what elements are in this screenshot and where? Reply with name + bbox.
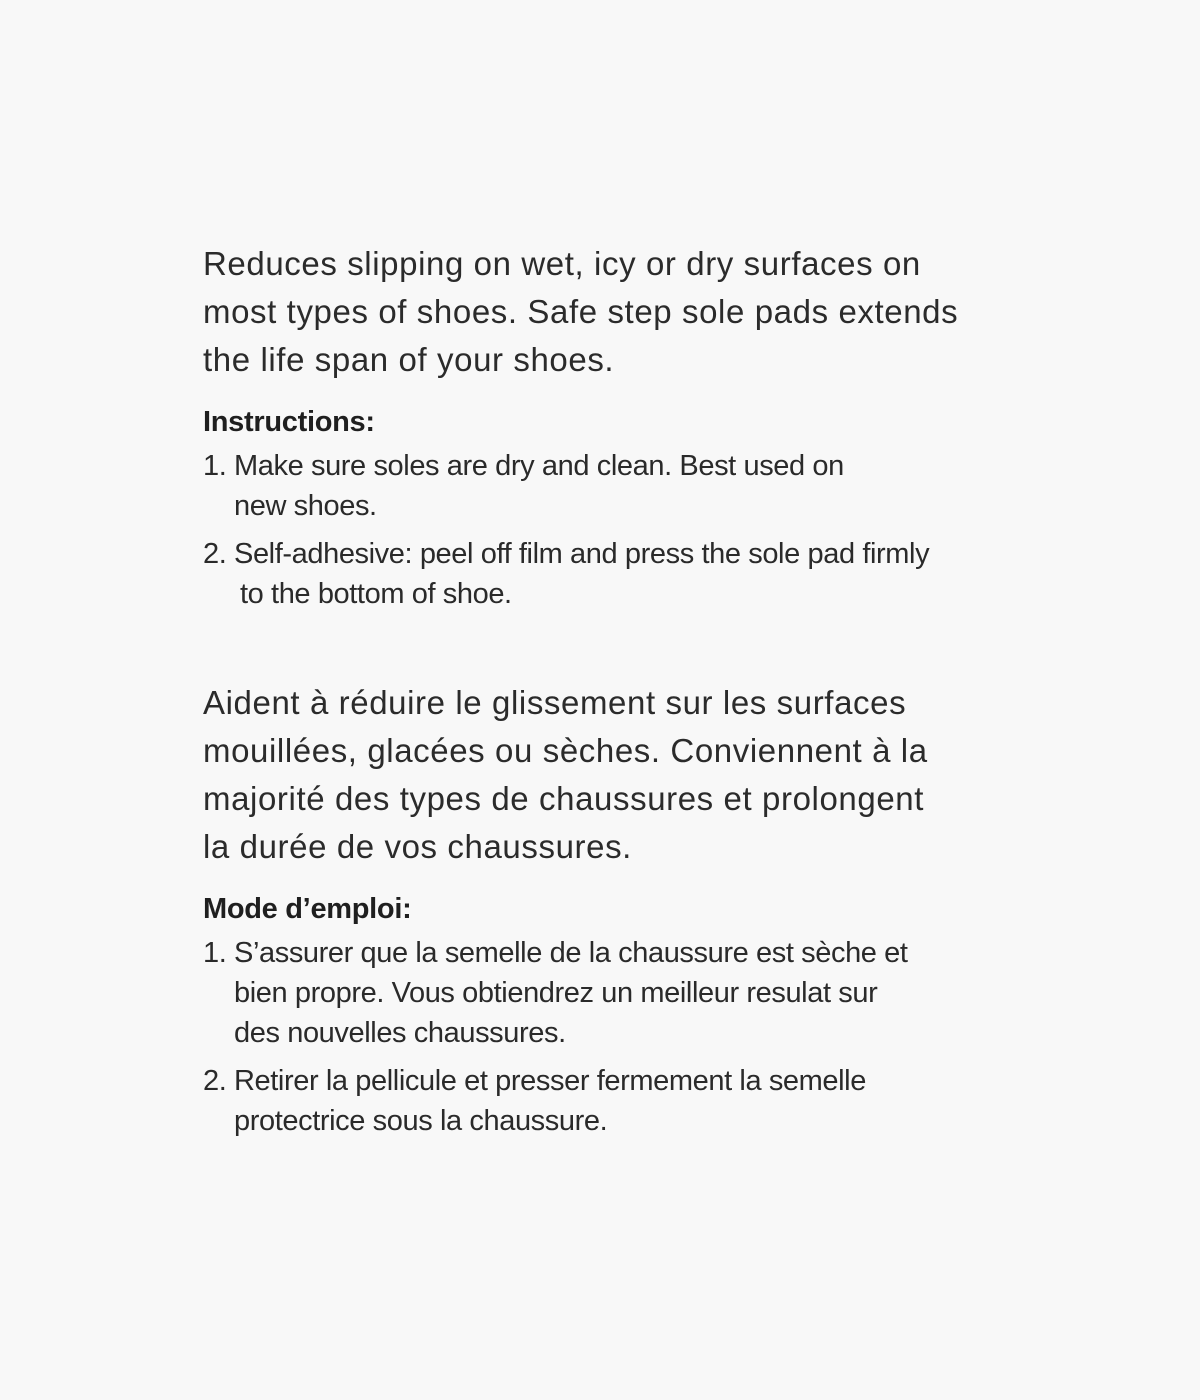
step-line: protectrice sous la chaussure. [234, 1105, 608, 1137]
english-step-2 [203, 534, 1023, 614]
french-intro-line: majorité des types de chaussures et prolongent [203, 780, 925, 817]
french-step-2 [203, 1061, 1023, 1141]
step-line: Self-adhesive: peel off film and press the sole pad firmly [234, 538, 930, 570]
english-section [203, 240, 1023, 614]
step-number: 2. [203, 1065, 227, 1097]
english-instructions-heading: Instructions: [203, 406, 375, 438]
french-section [203, 679, 1023, 1141]
step-line: new shoes. [234, 490, 377, 522]
french-step-1 [203, 933, 1023, 1053]
step-number: 1. [203, 937, 227, 969]
step-number: 2. [203, 538, 227, 570]
step-line: S’assurer que la semelle de la chaussure est sèche et [234, 937, 908, 969]
french-intro-line: mouillées, glacées ou sèches. Conviennent à la [203, 732, 928, 769]
english-intro-line: Reduces slipping on wet, icy or dry surfaces on [203, 245, 921, 282]
step-line: to the bottom of shoe. [240, 578, 512, 610]
step-line: Retirer la pellicule et presser fermement la semelle [234, 1065, 866, 1097]
english-intro [203, 240, 1023, 384]
french-intro-line: la durée de vos chaussures. [203, 828, 632, 865]
step-line: bien propre. Vous obtiendrez un meilleur resulat sur [234, 977, 878, 1009]
english-intro-line: the life span of your shoes. [203, 341, 615, 378]
step-line: Make sure soles are dry and clean. Best used on [234, 450, 844, 482]
french-steps-list [203, 933, 1023, 1141]
french-instructions-heading: Mode d’emploi: [203, 893, 412, 925]
english-step-1 [203, 446, 1023, 526]
english-intro-line: most types of shoes. Safe step sole pads extends [203, 293, 959, 330]
english-steps-list [203, 446, 1023, 614]
step-line: des nouvelles chaussures. [234, 1017, 566, 1049]
french-intro [203, 679, 1023, 871]
step-number: 1. [203, 450, 227, 482]
french-intro-line: Aident à réduire le glissement sur les surfaces [203, 684, 907, 721]
